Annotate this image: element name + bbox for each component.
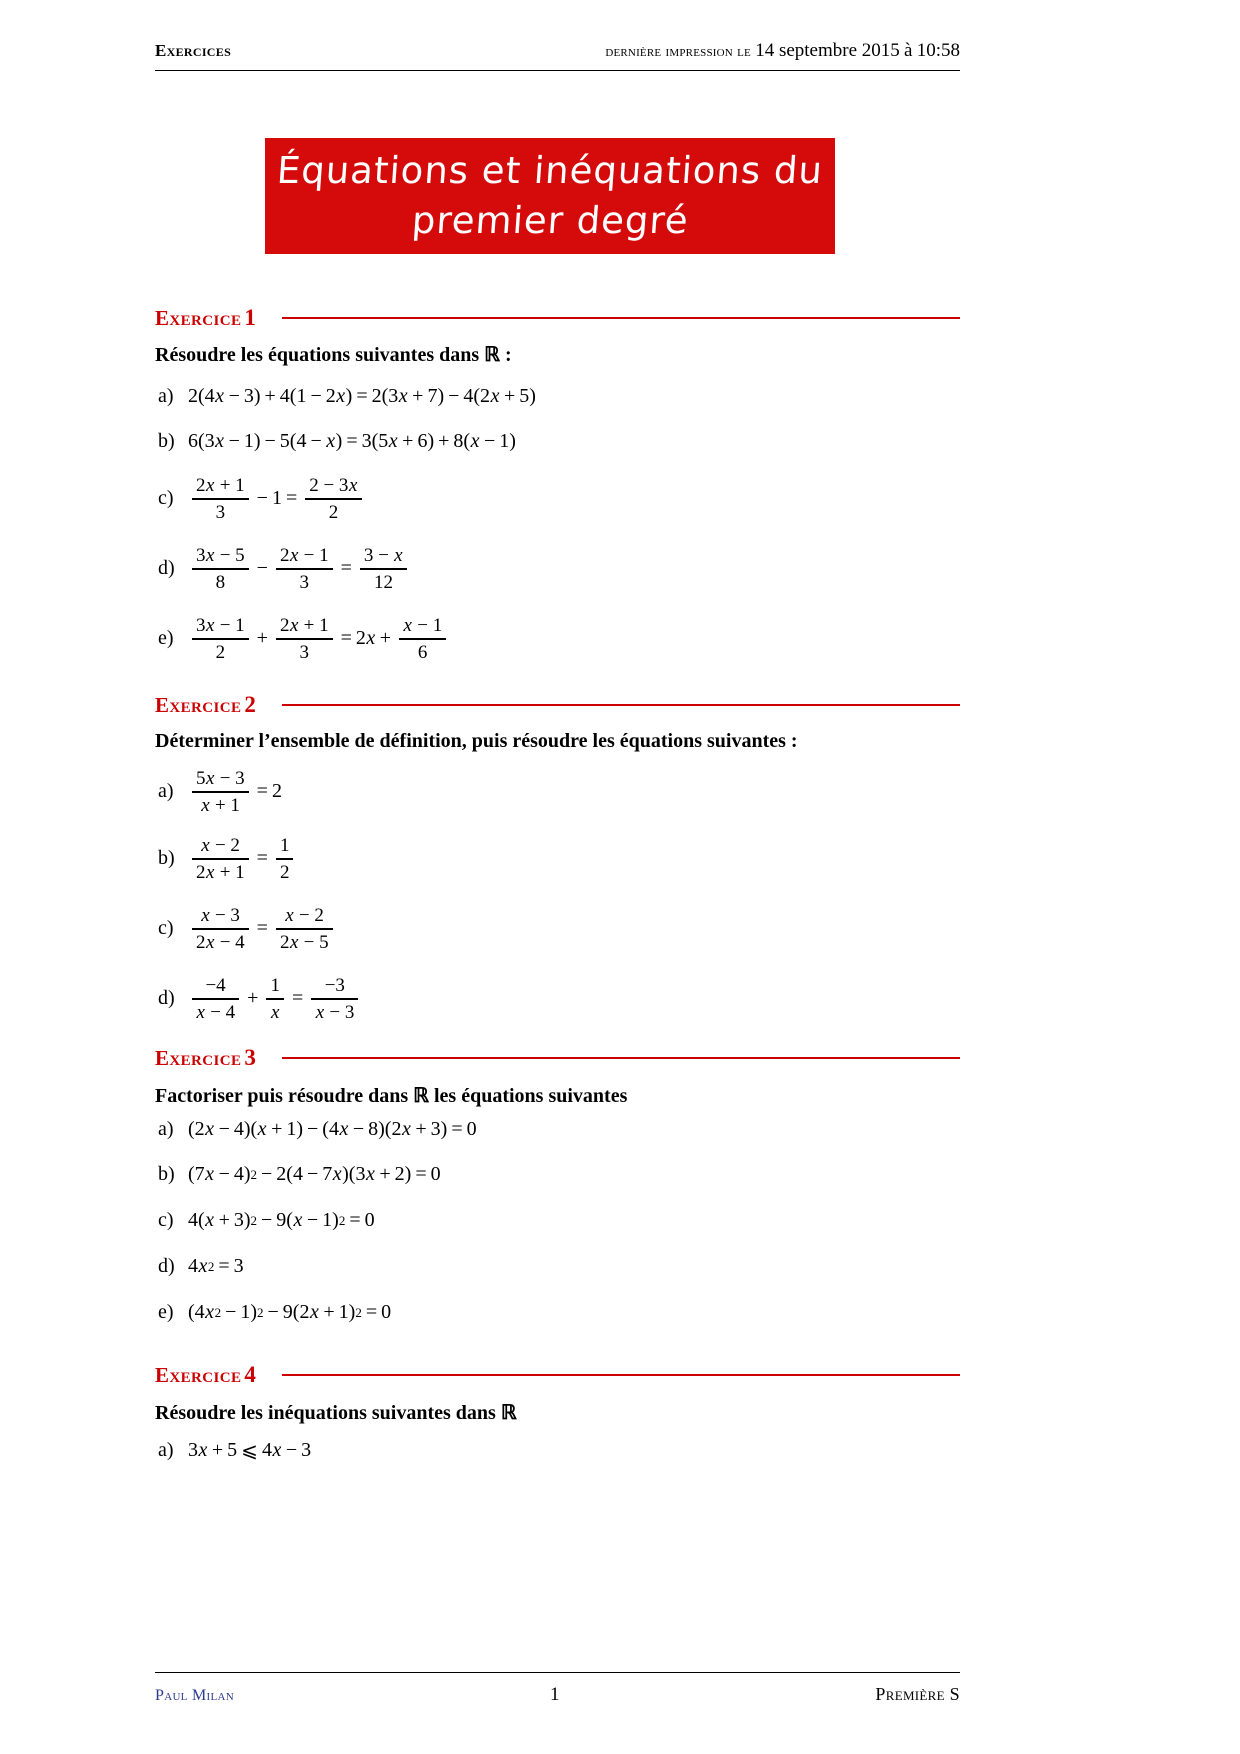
exercise-2-number: 2 <box>244 692 257 717</box>
header-print-info <box>605 40 960 62</box>
math-expression: $\frac{3x - 1}{2}$ + $\frac{2x + 1}{3}$ = 2 x + $\frac{x - 1}{6}$ <box>188 615 450 663</box>
fraction-numerator: 1 <box>279 835 290 856</box>
fraction-numerator: −3 <box>324 975 345 996</box>
header-divider <box>155 70 960 71</box>
header-print-prefix: dernière impression le <box>605 43 751 60</box>
fraction <box>192 905 249 953</box>
page-header <box>155 40 960 62</box>
item-tag: b) <box>158 847 175 870</box>
fraction <box>192 975 239 1023</box>
exercise-3-prompt: Factoriser puis résoudre dans ℝ les équations suivantes <box>155 1085 628 1107</box>
fraction-bar <box>192 928 249 929</box>
fraction-numerator: 2x − 1 <box>279 545 329 566</box>
footer-divider <box>155 1672 960 1673</box>
exercise-2-item-c <box>158 905 337 953</box>
fraction-denominator: 8 <box>215 571 226 593</box>
math-expression: (7 x − 4) 2 − 2(4 − 7 x )(3 x + 2) = 0 <box>188 1163 441 1185</box>
fraction-bar <box>276 638 333 639</box>
fraction-denominator: 2 <box>215 641 226 663</box>
fraction-denominator: x <box>270 1001 280 1023</box>
exercise-2-item-a <box>158 768 282 816</box>
exercise-3-label <box>155 1045 256 1071</box>
item-tag: e) <box>158 1301 174 1323</box>
item-tag: d) <box>158 987 175 1010</box>
footer-author: Paul Milan <box>155 1687 235 1704</box>
fraction-denominator: 2 <box>328 501 339 523</box>
exercise-4-label <box>155 1362 256 1388</box>
exercise-3-item-d <box>158 1255 244 1278</box>
fraction-denominator: 2x − 5 <box>279 931 329 953</box>
fraction-denominator: x + 1 <box>201 794 240 816</box>
header-left-label: Exercices <box>155 41 232 60</box>
math-expression: 4 x 2 = 3 <box>188 1255 244 1277</box>
math-expression: 3 x + 5 ⩽ 4 x − 3 <box>188 1439 312 1462</box>
fraction <box>192 475 249 523</box>
fraction-denominator: 2 <box>279 861 290 883</box>
fraction <box>276 615 333 663</box>
exercise-3-item-c <box>158 1209 375 1232</box>
fraction-bar <box>266 998 284 999</box>
title-line-1: Équations et inéquations du <box>275 149 825 192</box>
fraction-bar <box>192 858 249 859</box>
math-expression: (4 x 2 − 1) 2 − 9(2 x + 1) 2 = 0 <box>188 1301 392 1323</box>
fraction-numerator: 2x + 1 <box>279 615 329 636</box>
exercise-3-item-a <box>158 1118 477 1141</box>
fraction-bar <box>192 638 249 639</box>
math-expression: (2 x − 4)( x + 1) − (4 x − 8)(2 x + 3) = 0 <box>188 1118 477 1140</box>
math-expression: $\frac{2x + 1}{3}$ − 1 = $\frac{2 - 3x}{2}$ <box>188 475 366 523</box>
fraction-bar <box>360 568 407 569</box>
math-expression: $\frac{x - 3}{2x - 4}$ = $\frac{x - 2}{2x - 5}$ <box>188 905 337 953</box>
exercise-3-item-e <box>158 1301 391 1324</box>
fraction-numerator: 5x − 3 <box>196 768 245 789</box>
exercise-1-heading <box>155 305 960 331</box>
exercise-3-rule <box>282 1057 960 1059</box>
page-footer <box>155 1684 960 1706</box>
fraction-numerator: x − 3 <box>201 905 240 926</box>
title-banner <box>265 138 835 254</box>
fraction-bar <box>276 928 333 929</box>
fraction-denominator: x − 3 <box>315 1001 355 1023</box>
exercise-4-label-text: Exercice <box>155 1363 242 1387</box>
exercise-1-item-b <box>158 430 516 453</box>
math-expression: 4( x + 3) 2 − 9( x − 1) 2 = 0 <box>188 1209 375 1231</box>
fraction-denominator: 3 <box>215 501 226 523</box>
item-tag: e) <box>158 627 174 650</box>
item-tag: a) <box>158 1439 174 1461</box>
fraction-numerator: −4 <box>205 975 226 996</box>
fraction <box>192 545 249 593</box>
fraction-numerator: 1 <box>270 975 280 996</box>
fraction-bar <box>192 998 239 999</box>
header-print-time: 10:58 <box>916 40 960 61</box>
fraction-numerator: 3 − x <box>363 545 403 566</box>
exercise-2-heading <box>155 692 960 718</box>
fraction-denominator: x − 4 <box>196 1001 236 1023</box>
fraction <box>276 545 333 593</box>
fraction-denominator: 3 <box>299 641 310 663</box>
fraction-numerator: 2 − 3x <box>309 475 358 496</box>
exercise-4-number: 4 <box>244 1362 257 1387</box>
fraction-numerator: x − 2 <box>201 835 240 856</box>
fraction-denominator: 2x + 1 <box>196 861 245 883</box>
math-expression: $\frac{-4}{x - 4}$ + $\frac{1}{x}$ = $\frac{-3}{x - 3}$ <box>188 975 362 1023</box>
fraction <box>276 835 294 883</box>
fraction <box>192 768 249 816</box>
item-tag: b) <box>158 1163 175 1185</box>
exercise-2-item-d <box>158 975 362 1023</box>
fraction <box>276 905 333 953</box>
exercise-2-prompt: Déterminer l’ensemble de définition, puis résoudre les équations suivantes : <box>155 730 798 752</box>
item-tag: b) <box>158 430 175 452</box>
fraction <box>311 975 358 1023</box>
exercise-3-label-text: Exercice <box>155 1046 242 1070</box>
exercise-4-prompt: Résoudre les inéquations suivantes dans ℝ <box>155 1402 517 1424</box>
fraction-numerator: 3x − 5 <box>196 545 245 566</box>
fraction-bar <box>276 568 333 569</box>
math-expression: $\frac{3x - 5}{8}$ − $\frac{2x - 1}{3}$ = $\frac{3 - x}{12}$ <box>188 545 411 593</box>
exercise-1-item-a <box>158 385 536 408</box>
fraction <box>192 615 249 663</box>
fraction <box>399 615 446 663</box>
fraction-denominator: 2x − 4 <box>196 931 245 953</box>
item-tag: d) <box>158 1255 175 1277</box>
item-tag: a) <box>158 780 174 803</box>
fraction <box>266 975 284 1023</box>
math-expression: $\frac{x - 2}{2x + 1}$ = $\frac{1}{2}$ <box>188 835 297 883</box>
item-tag: c) <box>158 487 174 510</box>
exercise-1-number: 1 <box>244 305 257 330</box>
fraction-denominator: 3 <box>299 571 310 593</box>
exercise-2-rule <box>282 704 960 706</box>
item-tag: c) <box>158 917 174 940</box>
exercise-2-label <box>155 692 256 718</box>
math-expression: $\frac{5x - 3}{x + 1}$ = 2 <box>188 768 282 816</box>
fraction-bar <box>192 568 249 569</box>
exercise-2-label-text: Exercice <box>155 693 242 717</box>
fraction <box>305 475 362 523</box>
fraction-numerator: x − 1 <box>403 615 443 636</box>
exercise-4-rule <box>282 1374 960 1376</box>
exercise-4-item-a <box>158 1438 311 1463</box>
fraction <box>192 835 249 883</box>
fraction-denominator: 6 <box>417 641 428 663</box>
exercise-1-prompt: Résoudre les équations suivantes dans ℝ : <box>155 344 512 366</box>
fraction-bar <box>305 498 362 499</box>
item-tag: d) <box>158 557 175 580</box>
item-tag: c) <box>158 1209 174 1231</box>
exercise-3-heading <box>155 1045 960 1071</box>
fraction-numerator: 3x − 1 <box>196 615 245 636</box>
exercise-1-item-d <box>158 545 411 593</box>
fraction-numerator: x − 2 <box>285 905 324 926</box>
math-expression: 6(3 x − 1) − 5(4 − x ) = 3(5 x + 6) + 8( x − 1) <box>188 430 516 452</box>
exercise-3-item-b <box>158 1163 441 1186</box>
fraction-bar <box>311 998 358 999</box>
item-tag: a) <box>158 1118 174 1140</box>
header-print-date: 14 septembre 2015 <box>755 40 900 61</box>
fraction <box>360 545 407 593</box>
exercise-1-rule <box>282 317 960 319</box>
fraction-denominator: 12 <box>373 571 393 593</box>
exercise-1-label-text: Exercice <box>155 306 242 330</box>
fraction-bar <box>399 638 446 639</box>
footer-page-number: 1 <box>549 1684 560 1705</box>
exercise-3-number: 3 <box>244 1045 257 1070</box>
footer-course: Première S <box>875 1684 960 1704</box>
fraction-bar <box>192 791 249 792</box>
fraction-bar <box>192 498 249 499</box>
header-print-separator: à <box>904 40 913 61</box>
exercise-1-label <box>155 305 256 331</box>
title-line-2: premier degré <box>410 199 690 242</box>
fraction-bar <box>276 858 294 859</box>
item-tag: a) <box>158 385 174 407</box>
exercise-4-heading <box>155 1362 960 1388</box>
exercise-2-item-b <box>158 835 297 883</box>
fraction-numerator: 2x + 1 <box>196 475 245 496</box>
exercise-1-item-c <box>158 475 366 523</box>
exercise-1-item-e <box>158 615 450 663</box>
math-expression: 2(4 x − 3) + 4(1 − 2 x ) = 2(3 x + 7) − 4(2 x + 5) <box>188 385 536 407</box>
